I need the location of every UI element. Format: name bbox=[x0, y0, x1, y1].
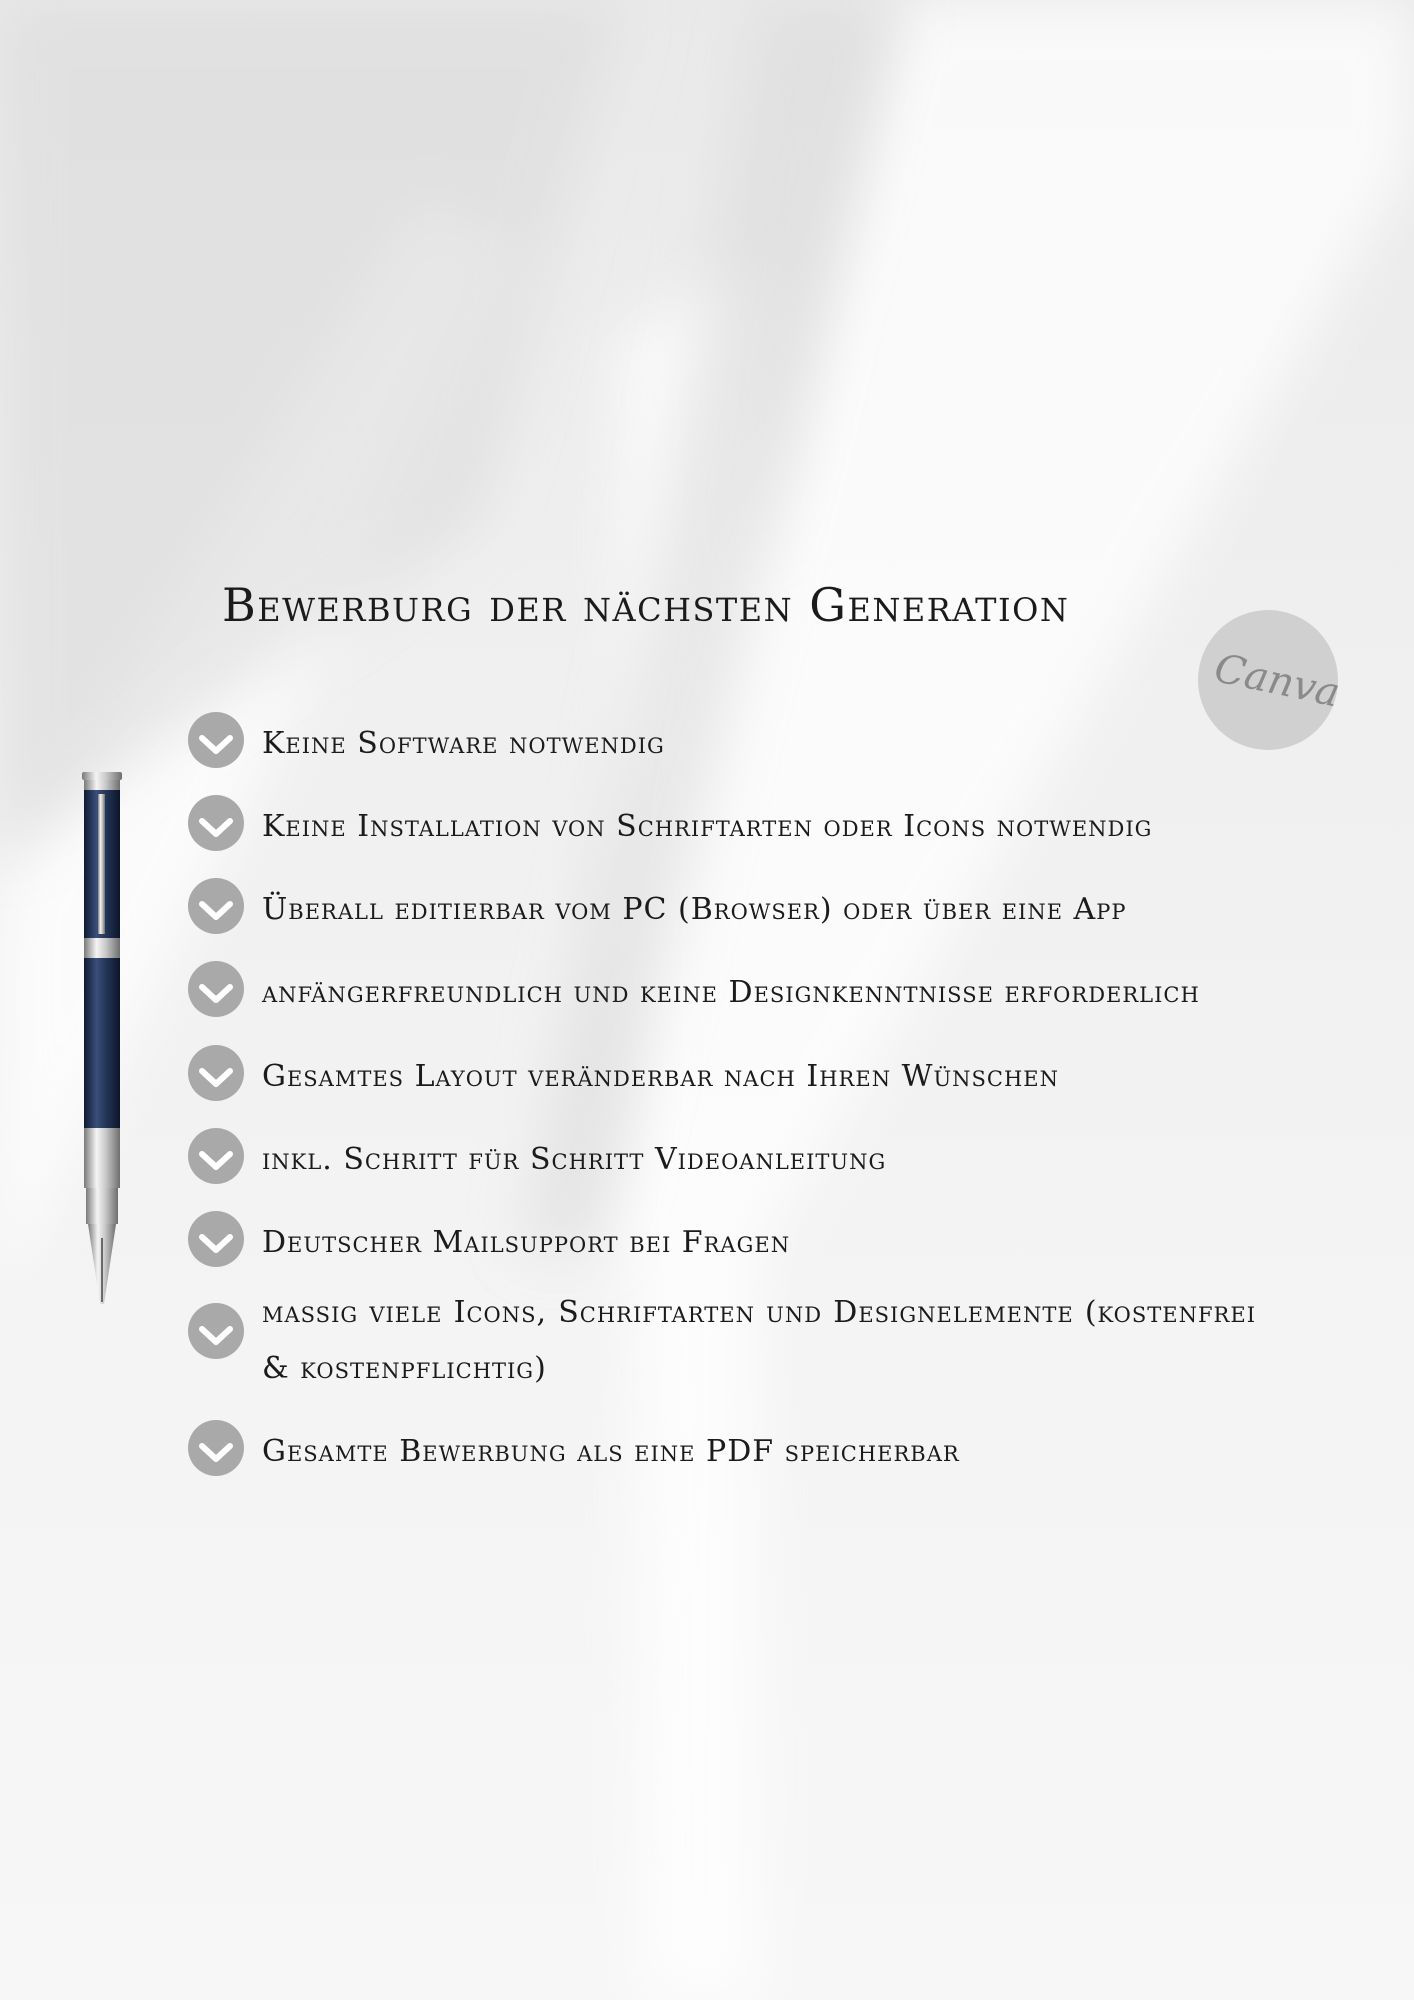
check-icon bbox=[188, 1211, 244, 1267]
feature-text: Gesamtes Layout veränderbar nach Ihren Wünschen bbox=[262, 1059, 1059, 1094]
feature-text: Keine Software notwendig bbox=[262, 726, 665, 761]
feature-text: Überall editierbar vom PC (Browser) oder über eine App bbox=[262, 892, 1127, 927]
check-icon bbox=[188, 712, 244, 768]
feature-text: Deutscher Mailsupport bei Fragen bbox=[262, 1225, 791, 1260]
check-icon bbox=[188, 1128, 244, 1184]
check-icon bbox=[188, 878, 244, 934]
canva-label: Canva bbox=[1210, 645, 1344, 717]
check-icon bbox=[188, 961, 244, 1017]
feature-text: massig viele Icons, Schriftarten und Designelemente (kostenfrei & kostenpflichtig) bbox=[262, 1295, 1256, 1386]
check-icon bbox=[188, 1303, 244, 1359]
page-title: Bewerburg der nächsten Generation bbox=[222, 578, 1070, 632]
check-icon bbox=[188, 1420, 244, 1476]
check-icon bbox=[188, 795, 244, 851]
feature-text: Keine Installation von Schriftarten oder Icons notwendig bbox=[262, 809, 1153, 844]
fountain-pen-illustration bbox=[72, 768, 132, 1308]
feature-text: inkl. Schritt für Schritt Videoanleitung bbox=[262, 1142, 887, 1177]
feature-text: anfängerfreundlich und keine Designkenntnisse erforderlich bbox=[262, 975, 1200, 1010]
feature-text: Gesamte Bewerbung als eine PDF speicherbar bbox=[262, 1434, 960, 1469]
check-icon bbox=[188, 1045, 244, 1101]
